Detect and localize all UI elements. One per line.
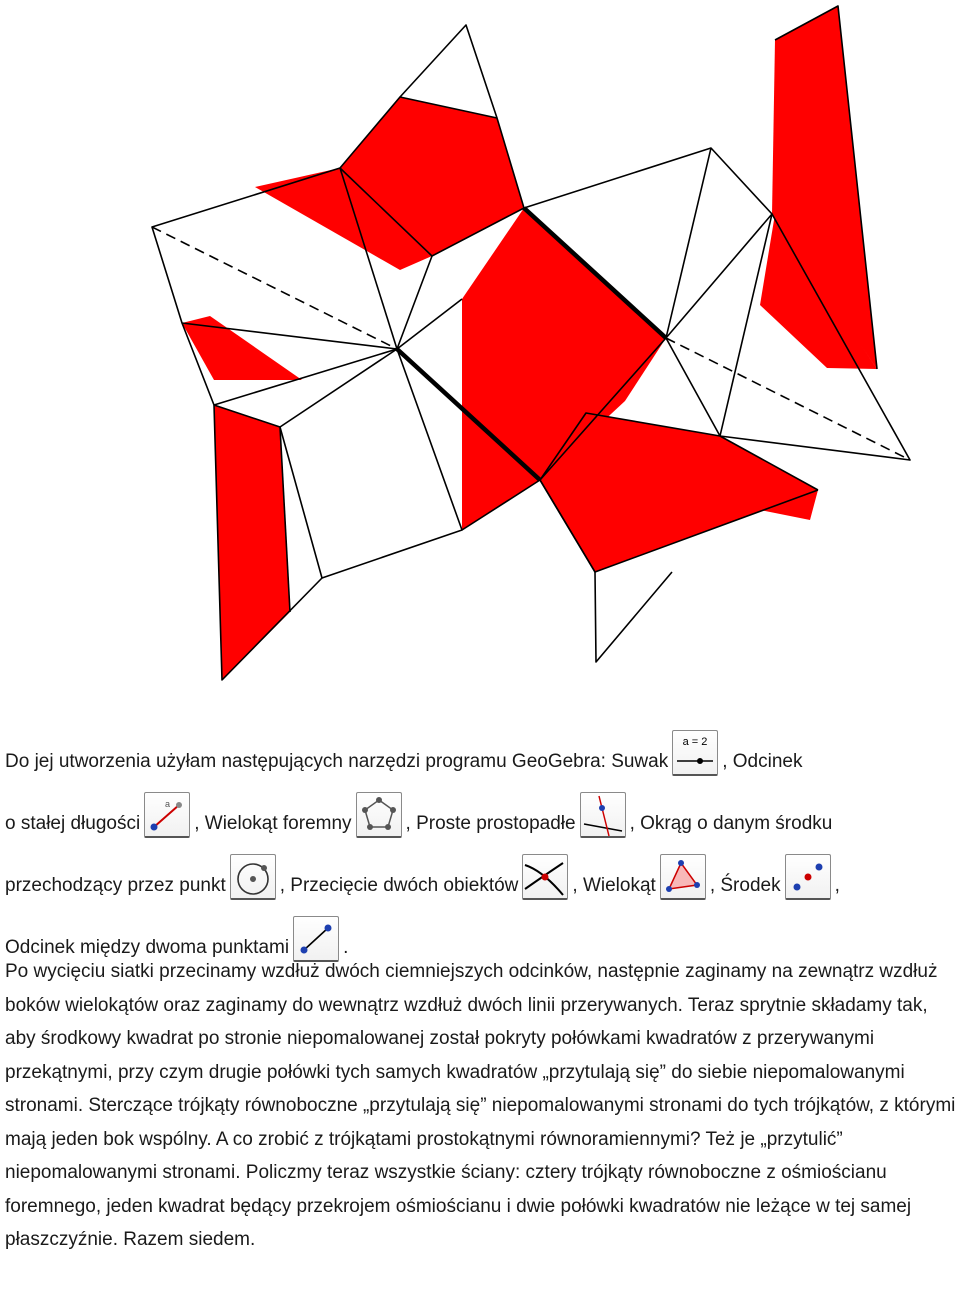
slider-icon <box>672 730 718 776</box>
slider-icon-label: a = 2 <box>682 736 708 748</box>
perpendicular-line-icon <box>580 792 626 838</box>
midpoint-icon <box>785 854 831 900</box>
edge-bottom-point <box>595 572 672 662</box>
tools-line3-mid2: , Wielokąt <box>572 875 656 896</box>
segment-icon-label: a <box>165 799 171 809</box>
edge-right-wing-diag <box>720 214 772 436</box>
tools-line1-suffix: , Odcinek <box>722 751 803 772</box>
instructions-text: Po wycięciu siatki przecinamy wzdłuż dwóch ciemniejszych odcinków, następnie zaginamy na zewnątrz wzdłuż boków wielokątów oraz zaginamy do wewnątrz wzdłuż dwóch linii przerywanych. Teraz sprytnie składamy tak, aby środkowy kwadrat po stronie niepomalowanej został pokryty połówkami kwadratów z przerywanymi przekątnymi, przy czym drugie połówki tych samych kwadratów „przytulają się” do siebie niepomalowanymi stronami. Sterczące trójkąty równoboczne „przytulają się” niepomalowanymi stronami do tych trójkątów, z którymi mają jeden bok wspólny. A co zrobić z trójkątami prostokątnymi równoramiennymi? Też je „przytulić” niepomalowanymi stronami. Policzmy teraz wszystkie ściany: cztery trójkąty równoboczne z ośmiościanu foremnego, jeden kwadrat będący przekrojem ośmiościanu i dwie połówki kwadratów nie leżące w tej samej płaszczyźnie. Razem siedem. <box>5 961 956 1250</box>
tools-line1-text: Do jej utworzenia użyłam następujących narzędzi programu GeoGebra: Suwak <box>5 751 669 772</box>
tools-line2-suffix: , Okrąg o danym środku <box>629 813 833 834</box>
tools-line3-mid3: , Środek <box>709 875 781 896</box>
intersect-icon <box>522 854 568 900</box>
tools-line2-mid2: , Proste prostopadłe <box>405 813 576 834</box>
tools-line-2 <box>5 780 960 842</box>
circle-center-point-icon <box>230 854 276 900</box>
tools-line-3 <box>5 842 960 904</box>
tools-line3-suffix: , <box>834 875 840 896</box>
edge-right-upper-diag <box>666 148 711 338</box>
segment-fixed-length-icon <box>144 792 190 838</box>
polygon-icon <box>660 854 706 900</box>
tools-line4-prefix: Odcinek między dwoma punktami <box>5 937 290 958</box>
tools-line-1 <box>5 718 960 780</box>
regular-polygon-icon <box>356 792 402 838</box>
tools-intro <box>5 718 960 966</box>
tools-line2-prefix: o stałej długości <box>5 813 141 834</box>
instructions-paragraph <box>5 955 960 1257</box>
tools-line3-mid1: , Przecięcie dwóch obiektów <box>279 875 519 896</box>
tools-line3-prefix: przechodzący przez punkt <box>5 875 226 896</box>
edge-left-square-diag <box>280 349 397 427</box>
red-regions <box>182 6 877 680</box>
tools-line4-suffix: . <box>343 937 349 958</box>
tools-line2-mid1: , Wielokąt foremny <box>194 813 352 834</box>
red-left-strip <box>214 405 290 680</box>
